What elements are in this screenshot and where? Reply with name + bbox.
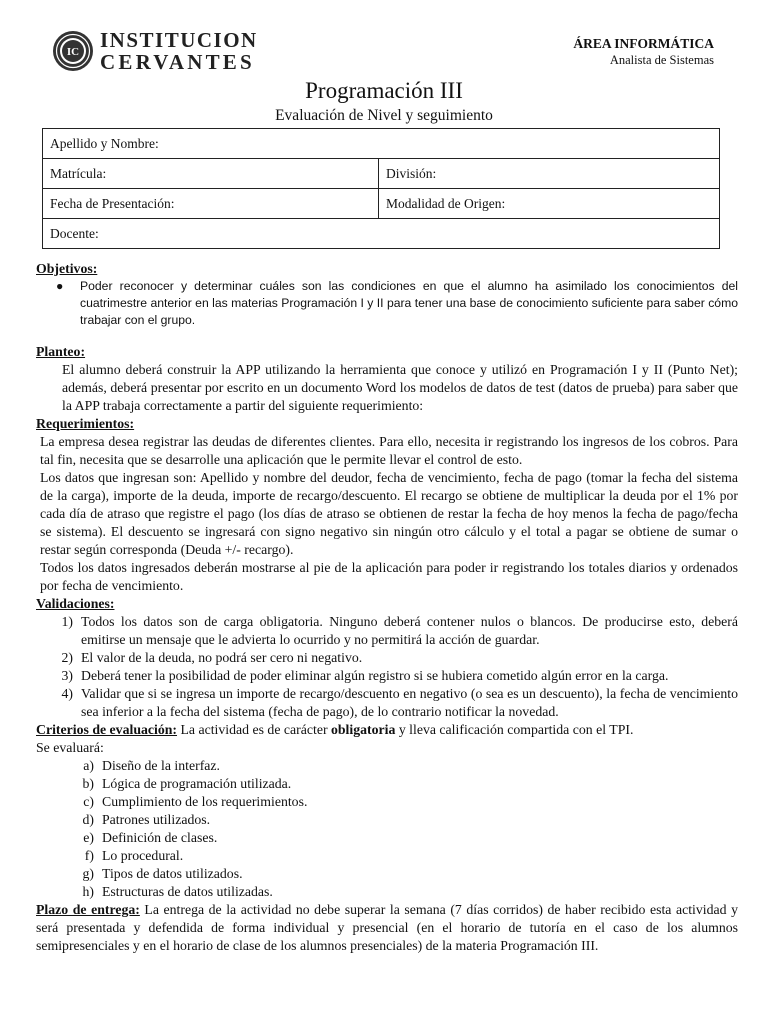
list-text: Deberá tener la posibilidad de poder eliminar algún registro si se hubiera cometido algún error en la carga. — [81, 668, 669, 683]
list-item — [36, 757, 738, 775]
logo-monogram: IC — [66, 46, 80, 58]
objetivos-item — [56, 278, 738, 329]
requerimientos-heading: Requerimientos: — [36, 416, 135, 431]
list-text: Definición de clases. — [102, 830, 218, 845]
plazo-text: La entrega de la actividad no debe superar la semana (7 días corridos) de haber recibido esta actividad y será presentada y defendida de forma individual y presencial (en el horario de tutoría en el caso de los alumnos semipresenciales y en el horario de clase de los alumnos presenciales) de la materia Programación III. — [36, 902, 738, 953]
list-number: 2) — [61, 650, 73, 665]
institution-name-line2: CERVANTES — [100, 50, 255, 74]
form-field-fecha: Fecha de Presentación: — [43, 189, 379, 219]
criterios-list — [36, 757, 738, 901]
list-letter: e) — [83, 830, 94, 845]
form-field-modalidad: Modalidad de Origen: — [379, 189, 720, 219]
list-item — [36, 883, 738, 901]
list-text: Lógica de programación utilizada. — [102, 776, 292, 791]
area-title: ÁREA INFORMÁTICA — [573, 36, 714, 51]
form-field-division: División: — [379, 159, 720, 189]
list-letter: h) — [82, 884, 94, 899]
area-subtitle: Analista de Sistemas — [609, 53, 714, 67]
document-body — [36, 260, 738, 955]
validaciones-list — [36, 613, 738, 721]
form-field-matricula: Matrícula: — [43, 159, 379, 189]
validaciones-heading: Validaciones: — [36, 596, 115, 611]
list-letter: f) — [84, 848, 94, 863]
planteo-heading: Planteo: — [36, 344, 86, 359]
list-text: Tipos de datos utilizados. — [102, 866, 243, 881]
institution-name — [100, 30, 258, 73]
institution-logo-icon — [52, 30, 94, 72]
criterios-text-bold: obligatoria — [330, 722, 396, 737]
list-text: Validar que si se ingresa un importe de recargo/descuento en negativo (o sea es un descuento), la fecha de vencimiento sea inferior a la fecha del sistema (fecha de pago), de lo contrario notificar la novedad. — [81, 686, 738, 719]
page-title: Programación III — [305, 78, 463, 103]
se-evaluara-label: Se evaluará: — [36, 740, 104, 755]
list-item — [36, 811, 738, 829]
plazo-paragraph — [36, 901, 738, 955]
list-letter: c) — [83, 794, 94, 809]
list-text: Lo procedural. — [102, 848, 184, 863]
student-form-table — [42, 128, 720, 249]
list-text: Todos los datos son de carga obligatoria. Ninguno deberá contener nulos o blancos. De producirse esto, deberá emitirse un mensaje que le advierta lo ocurrido y no permitirá la acción de guardar. — [81, 614, 738, 647]
planteo-text: El alumno deberá construir la APP utilizando la herramienta que conoce y utilizó en Programación I y II (Punto Net); además, deberá presentar por escrito en un documento Word los modelos de datos de test (datos de prueba) para saber que la APP trabaja correctamente a partir del siguiente requerimiento: — [62, 362, 738, 413]
list-item — [36, 613, 738, 649]
form-field-apellido: Apellido y Nombre: — [43, 129, 720, 159]
list-item — [36, 829, 738, 847]
objetivos-item-text: Poder reconocer y determinar cuáles son las condiciones en que el alumno ha asimilado los conocimientos del cuatrimestre anterior en las materias Programación I y II para tener una base de conocimiento suficiente para saber cómo trabajar con el grupo. — [80, 279, 738, 327]
criterios-line — [36, 721, 738, 739]
list-number: 3) — [61, 668, 73, 683]
criterios-text-a: La actividad es de carácter — [177, 722, 331, 737]
list-text: Diseño de la interfaz. — [102, 758, 220, 773]
objetivos-heading: Objetivos: — [36, 261, 98, 276]
criterios-heading: Criterios de evaluación: — [36, 722, 178, 737]
list-letter: g) — [82, 866, 94, 881]
list-item — [36, 865, 738, 883]
list-number: 4) — [61, 686, 73, 701]
page-subtitle: Evaluación de Nivel y seguimiento — [275, 107, 493, 124]
list-item — [36, 847, 738, 865]
list-number: 1) — [61, 614, 73, 629]
list-text: El valor de la deuda, no podrá ser cero ni negativo. — [81, 650, 363, 665]
area-block — [573, 36, 714, 68]
criterios-text-b: y lleva calificación compartida con el TPI. — [395, 722, 634, 737]
list-letter: b) — [82, 776, 94, 791]
list-text: Estructuras de datos utilizadas. — [102, 884, 273, 899]
list-letter: a) — [83, 758, 94, 773]
list-item — [36, 775, 738, 793]
list-item — [36, 667, 738, 685]
requerimientos-p2: Los datos que ingresan son: Apellido y nombre del deudor, fecha de vencimiento, fecha de pago (tomar la fecha del sistema de la carga), importe de la deuda, importe de recargo/descuento. El recargo se obtiene de multiplicar la deuda por el 1% por cada día de atraso que registre el pago (los días de atraso se obtienen de restar la fecha de hoy menos la fecha de pago/fecha se sistema). El descuento se ingresará con signo negativo sin ningún otro cálculo y el total a pagar se obtiene de sumar o restar según corresponda (Deuda +/- recargo). — [40, 470, 738, 557]
list-item — [36, 685, 738, 721]
list-text: Cumplimiento de los requerimientos. — [102, 794, 308, 809]
list-letter: d) — [82, 812, 94, 827]
requerimientos-p3: Todos los datos ingresados deberán mostrarse al pie de la aplicación para poder ir registrando los totales diarios y ordenados por fecha de vencimiento. — [40, 560, 738, 593]
plazo-heading: Plazo de entrega: — [36, 902, 140, 917]
requerimientos-p1: La empresa desea registrar las deudas de diferentes clientes. Para ello, necesita ir registrando los ingresos de los cobros. Para tal fin, necesita que se desarrolle una aplicación que le permite llevar el control de esto. — [40, 434, 738, 467]
bullet-icon: ● — [56, 279, 64, 293]
list-text: Patrones utilizados. — [102, 812, 211, 827]
institution-name-line1: INSTITUCION — [100, 28, 258, 52]
list-item — [36, 793, 738, 811]
form-field-docente: Docente: — [43, 219, 720, 249]
list-item — [36, 649, 738, 667]
